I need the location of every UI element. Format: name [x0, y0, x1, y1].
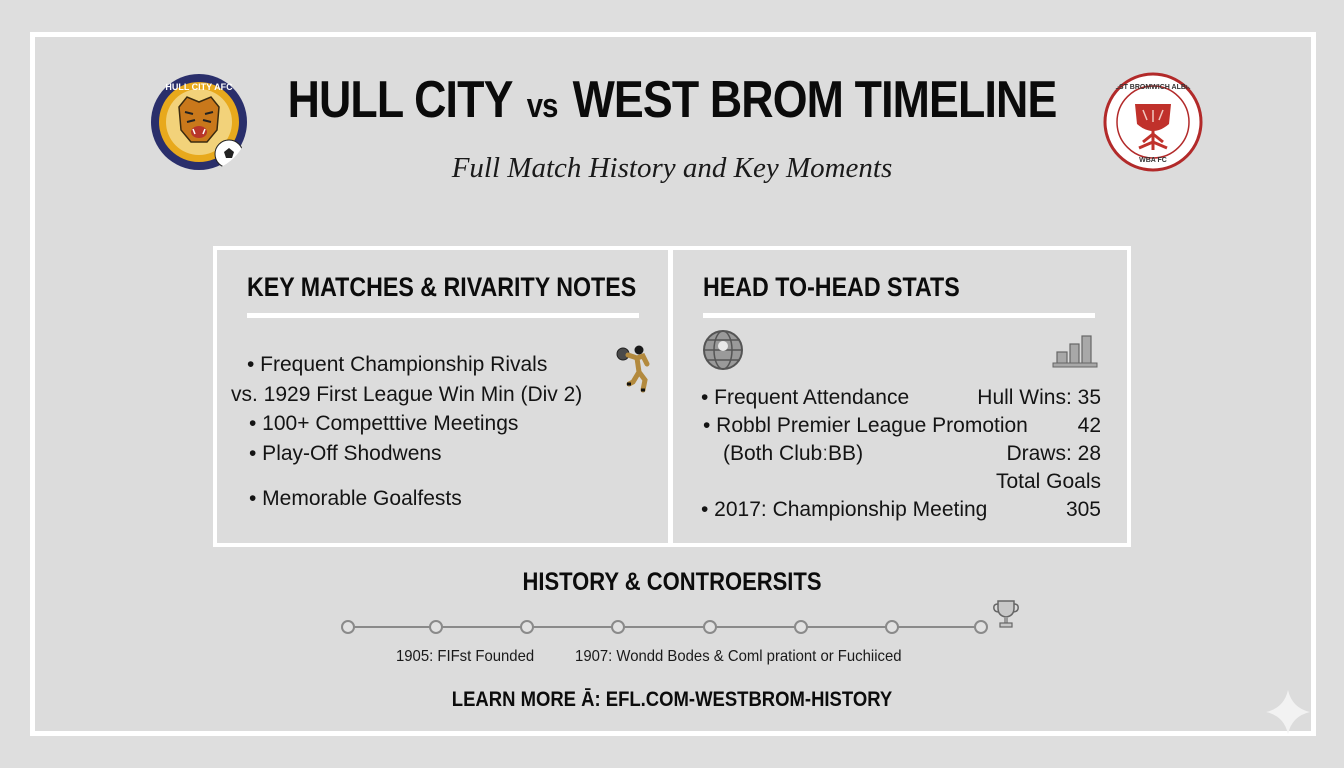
- timeline-node[interactable]: [429, 620, 443, 634]
- timeline-labels: [396, 648, 901, 666]
- timeline-node[interactable]: [703, 620, 717, 634]
- history-heading: HISTORY & CONTROERSITS: [522, 568, 822, 596]
- title-vs: vs: [526, 87, 558, 125]
- learn-more-link[interactable]: LEARN MORE Ā: EFL.COM-WESTBROM-HISTORY: [451, 688, 893, 711]
- list-item: • Play-Off Shodwens: [249, 441, 442, 465]
- svg-text:WEST BROMWICH ALBION: WEST BROMWICH ALBION: [1107, 84, 1199, 91]
- stat-total-goals-value: 305: [1065, 498, 1101, 521]
- list-item: • Robbl Premier League Promotion: [703, 414, 1028, 437]
- heading-divider: [247, 313, 639, 318]
- page-subtitle: Full Match History and Key Moments: [451, 152, 893, 184]
- list-item: • 2017: Championship Meeting: [701, 498, 988, 521]
- timeline-label: 1905: FIFst Founded: [396, 648, 535, 665]
- timeline-node[interactable]: [341, 620, 355, 634]
- head-to-head-figures: [977, 384, 1101, 524]
- history-timeline: [340, 617, 990, 637]
- svg-text:WBA FC: WBA FC: [1139, 157, 1167, 164]
- bar-chart-icon: [1051, 332, 1099, 368]
- key-matches-panel: [217, 250, 673, 543]
- timeline-node[interactable]: [611, 620, 625, 634]
- stat-draws: Draws: 28: [1006, 442, 1101, 465]
- stat-total-goals-label: Total Goals: [995, 470, 1101, 493]
- list-item: • Frequent Championship Rivals: [247, 353, 548, 376]
- head-to-head-panel: [673, 250, 1127, 543]
- title-team-2: WEST BROM TIMELINE: [572, 71, 1057, 129]
- list-item: • 100+ Competttive Meetings: [249, 412, 519, 435]
- trophy-icon: [992, 598, 1020, 630]
- timeline-node[interactable]: [794, 620, 808, 634]
- heading-divider: [703, 313, 1095, 318]
- title-team-1: HULL CITY: [287, 71, 512, 129]
- key-matches-heading: KEY MATCHES & RIVARITY NOTES: [247, 272, 637, 302]
- timeline-node[interactable]: [885, 620, 899, 634]
- list-item: • Frequent Attendance: [701, 386, 910, 409]
- info-panels: [213, 246, 1131, 547]
- list-item: • Memorable Goalfests: [249, 487, 462, 510]
- footballer-icon: [611, 344, 657, 394]
- sparkle-icon: [1262, 686, 1314, 738]
- stat-hull-wins: Hull Wins: 35: [977, 386, 1101, 409]
- globe-icon: [701, 328, 745, 372]
- timeline-label: 1907: Wondd Bodes & Coml prationt or Fuchiiced: [575, 648, 902, 665]
- page-title: [94, 70, 1250, 130]
- svg-text:HULL CITY AFC: HULL CITY AFC: [165, 82, 233, 92]
- timeline-node[interactable]: [974, 620, 988, 634]
- timeline-node[interactable]: [520, 620, 534, 634]
- head-to-head-heading: HEAD TO-HEAD STATS: [703, 272, 960, 302]
- stat-value: 42: [1077, 414, 1101, 437]
- list-item: vs. 1929 First League Win Min (Div 2): [231, 382, 583, 406]
- list-item: (Both ClubːBB): [723, 442, 864, 465]
- key-matches-list: [217, 350, 582, 514]
